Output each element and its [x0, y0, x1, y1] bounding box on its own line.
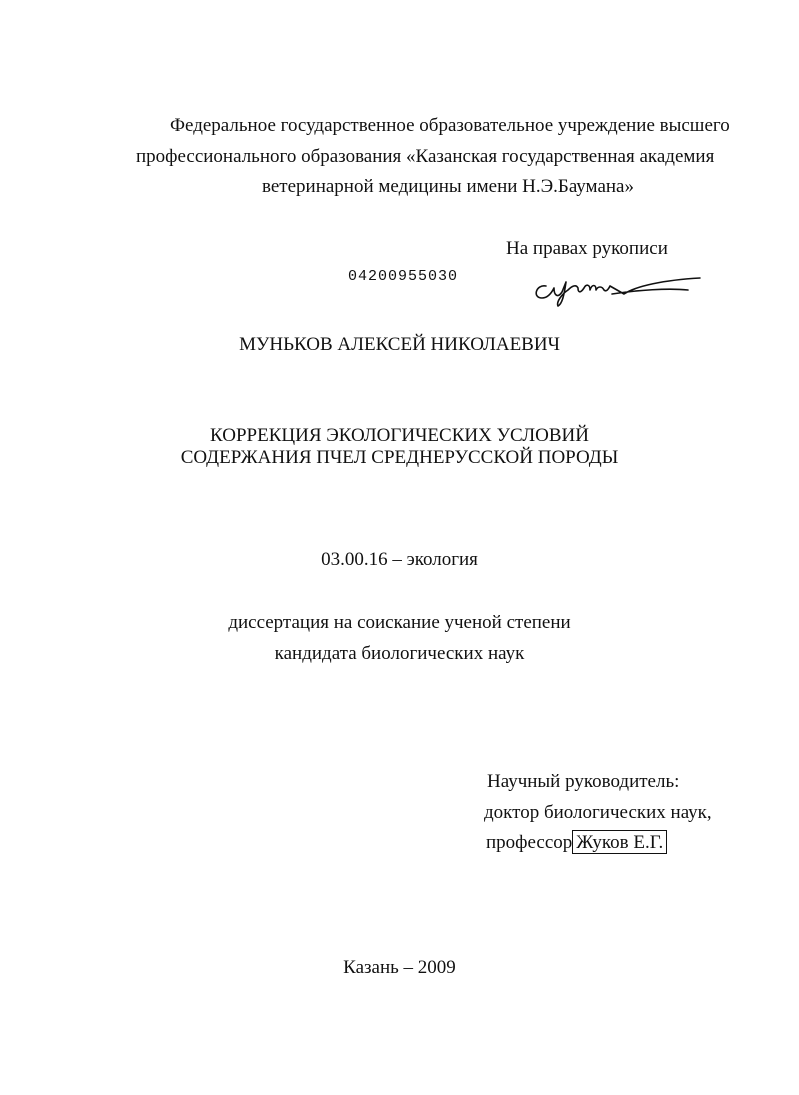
supervisor-degree: доктор биологических наук, [484, 802, 712, 823]
supervisor-line [486, 831, 667, 855]
rights-note: На правах рукописи [506, 238, 668, 259]
degree-line-1: диссертация на соискание ученой степени [228, 612, 571, 633]
supervisor-label: Научный руководитель: [487, 771, 680, 792]
degree-line-2: кандидата биологических наук [274, 643, 525, 664]
supervisor-rank: профессор [486, 832, 573, 853]
thesis-title-line-2: СОДЕРЖАНИЯ ПЧЕЛ СРЕДНЕРУССКОЙ ПОРОДЫ [180, 447, 619, 468]
specialty-code: 03.00.16 – экология [321, 549, 478, 570]
thesis-title-line-1: КОРРЕКЦИЯ ЭКОЛОГИЧЕСКИХ УСЛОВИЙ [210, 425, 589, 446]
city-year: Казань – 2009 [343, 957, 456, 978]
supervisor-name: Жуков Е.Г. [572, 830, 667, 854]
institution-line-1: Федеральное государственное образовательное учреждение высшего [170, 115, 730, 136]
signature-image [528, 272, 704, 308]
institution-line-2: профессионального образования «Казанская государственная академия [136, 146, 715, 167]
registry-number: 04200955030 [348, 268, 459, 285]
author-name: МУНЬКОВ АЛЕКСЕЙ НИКОЛАЕВИЧ [239, 334, 560, 355]
institution-line-3: ветеринарной медицины имени Н.Э.Баумана» [262, 176, 634, 197]
